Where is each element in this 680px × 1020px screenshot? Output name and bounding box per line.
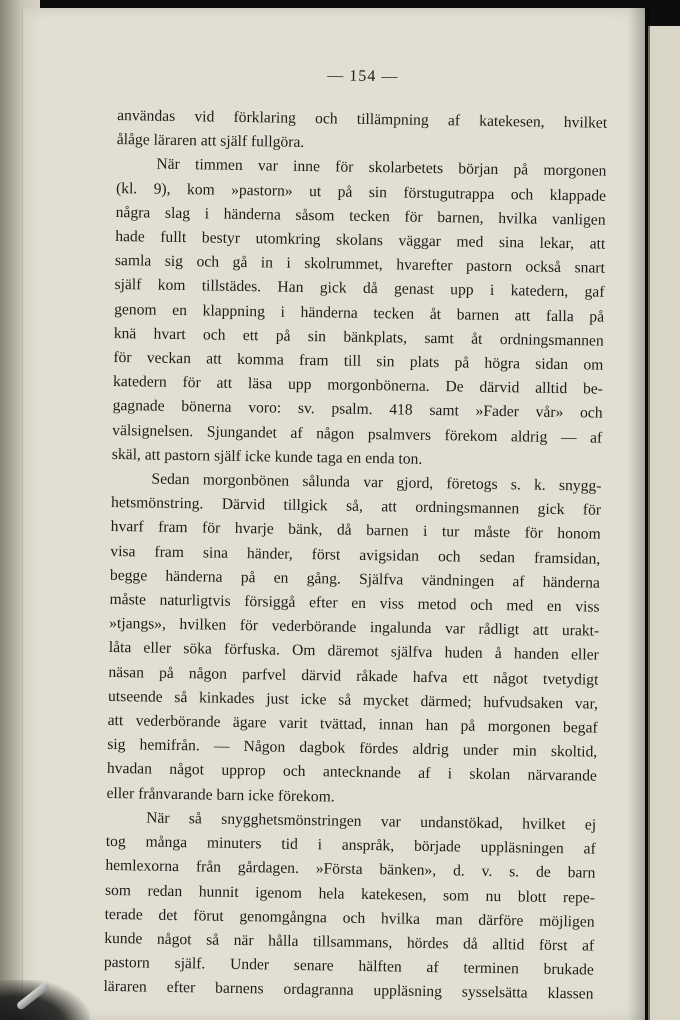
facing-page-edge [648, 26, 680, 1020]
text-line: välsignelsen. Sjungandet af någon psalmvers förekom aldrig — af [112, 421, 603, 447]
gutter-shadow [628, 8, 650, 1020]
text-line: (kl. 9), kom »pastorn» ut på sin förstugutrappa och klappade [115, 179, 607, 205]
text-line: användas vid förklaring och tillämpning af katekesen, hvilket [117, 106, 608, 132]
text-line: gagnade bönerna voro: sv. psalm. 418 samt »Fader vår» och [112, 397, 603, 423]
text-line: terade det förut genomgångna och hvilka man därföre möjligen [104, 905, 595, 931]
text-line: När timmen var inne för skolarbetets början på morgonen [156, 156, 607, 181]
text-line: hade fullt bestyr utomkring skolans väggar med sina lekar, att [115, 227, 606, 253]
page-text [103, 64, 608, 1007]
text-line: begge händerna på en gång. Själfva vändningen af händerna [109, 566, 601, 592]
text-line: några slag i händerna såsom tecken för barnen, hvilka vanligen [115, 203, 606, 229]
text-line: hetsmönstring. Därvid tillgick så, att ordningsmannen gick för [110, 494, 602, 519]
text-line: samla sig och gå in i skolrummet, hvarefter pastorn också snart [114, 252, 605, 277]
text-line: hvarf fram för hvarje bänk, då barnen i tur måste för honom [110, 518, 601, 544]
text-line: att vederbörande ägare varit tvättad, innan han på morgonen begaf [107, 711, 598, 737]
text-line: låta eller söka förfuska. Om däremot själfva huden å handen eller [108, 639, 599, 665]
text-line: måste naturligtvis försiggå efter en viss metod och med en viss [109, 590, 600, 616]
text-line: sig hemifrån. — Någon dagbok fördes aldrig under min skoltid, [107, 736, 598, 761]
text-line: tog många minuters tid i anspråk, började uppläsningen af [105, 832, 596, 858]
text-line: utseende så kinkades just icke så mycket därmed; hufvudsaken var, [107, 687, 599, 713]
text-line: hemlexorna från gårdagen. »Första bänken», d. v. s. de barn [105, 857, 596, 882]
text-line: själf kom tillstädes. Han gick då genast upp i katedern, gaf [114, 276, 605, 302]
text-line: visa fram sina händer, först avigsidan och sedan framsidan, [110, 542, 601, 568]
text-line: som redan hunnit igenom hela katekesen, som nu blott repe- [104, 881, 596, 907]
text-line: eller frånvarande barn icke förekom. [106, 784, 335, 806]
text-line: hvadan något upprop och antecknande af i skolan närvarande [106, 760, 597, 786]
page-number: — 154 — [327, 67, 399, 86]
text-line: ålåge läraren att själf fullgöra. [116, 131, 305, 152]
text-line: pastorn själf. Under senare hälften af terminen brukade [103, 953, 594, 979]
text-line: näsan på någon parfvel därvid råkade hafva ett något tvetydigt [108, 663, 599, 689]
text-line: för veckan att komma fram till sin plats på högra sidan om [113, 348, 604, 374]
text-line: skäl, att pastorn själf icke kunde taga en enda ton. [111, 445, 423, 468]
text-line: genom en klappning i händerna tecken åt barnen att falla på [114, 300, 605, 326]
text-line: knä hvart och ett på sin bänkplats, samt åt ordningsmannen [113, 324, 604, 350]
text-line: kunde något så när hålla tillsammans, hördes då alltid först af [104, 929, 595, 955]
text-line: katedern för att läsa upp morgonbönerna. De därvid alltid be- [112, 373, 604, 398]
text-line: »tjangs», hvilken för vederbörande ingalunda var rådligt att urakt- [109, 615, 600, 640]
text-line: Sedan morgonbönen sålunda var gjord, företogs s. k. snygg- [151, 470, 602, 495]
text-line: När så snygghetsmönstringen var undanstökad, hvilket ej [146, 809, 597, 834]
text-line: läraren efter barnens ordagranna uppläsning sysselsätta klassen [103, 978, 594, 1003]
